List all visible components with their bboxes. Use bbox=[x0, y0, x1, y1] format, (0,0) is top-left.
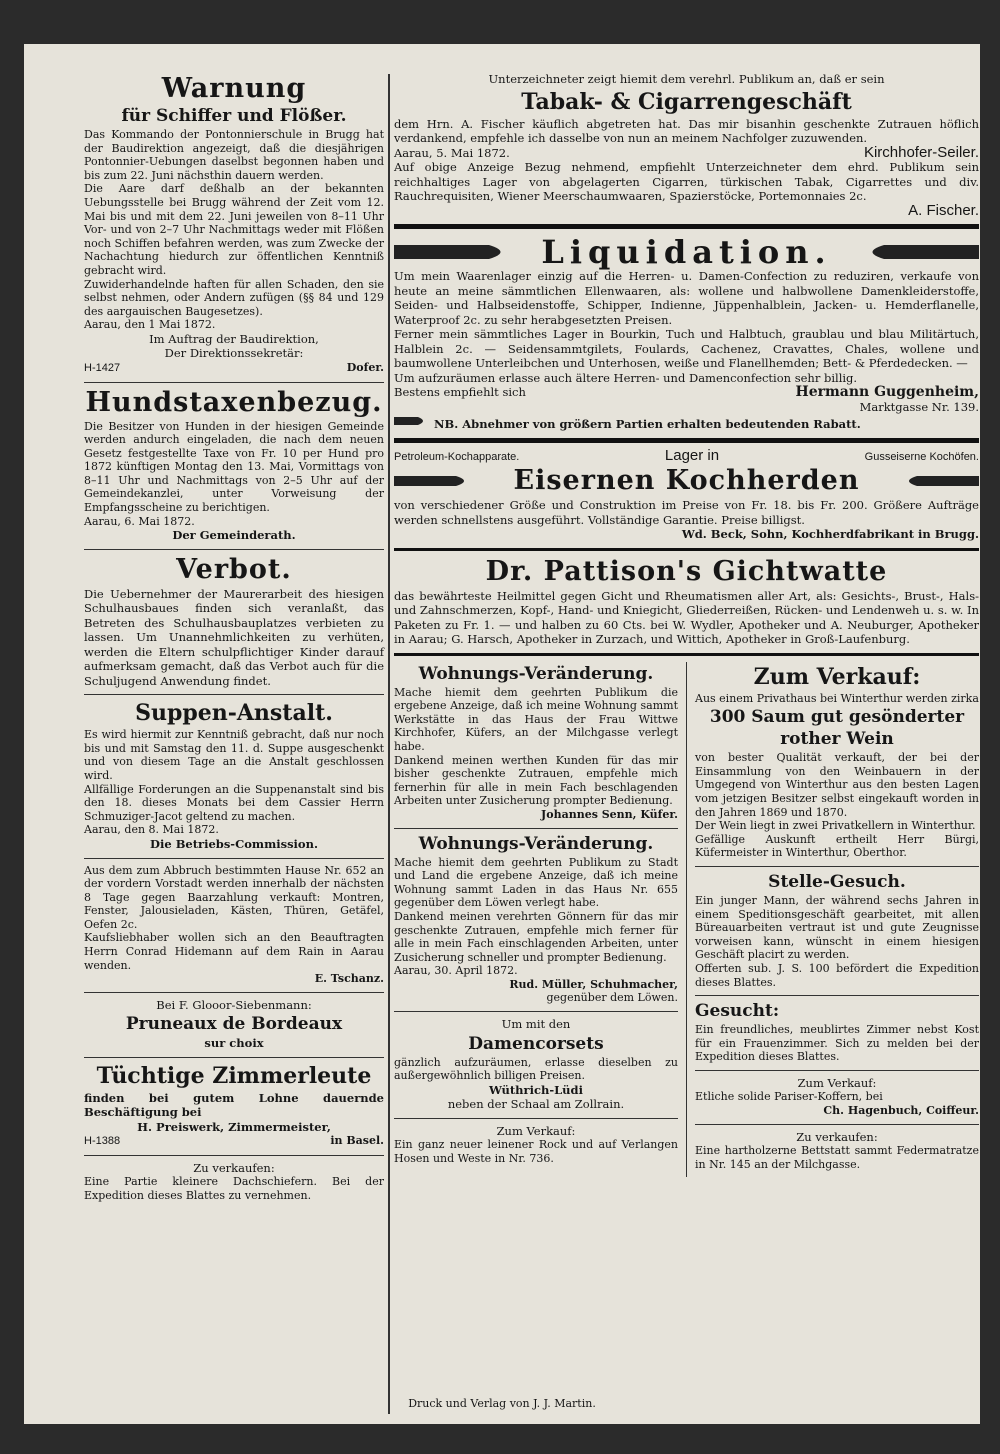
ad-kochherde bbox=[394, 446, 979, 542]
ad-text: Ein freundliches, meublirtes Zimmer nebst Kost für ein Frauenzimmer. Sich zu melden bei der Expedition dieses Blattes. bbox=[695, 1023, 979, 1064]
ad-sign: Johannes Senn, Küfer. bbox=[541, 807, 678, 821]
ad-text: Zuwiderhandelnde haften für allen Schaden, den sie selbst nehmen, oder Andern zufügen (§§ 84 und 129 des aargauischen Baugesetzes). bbox=[84, 277, 384, 318]
ad-abbruch bbox=[84, 864, 384, 986]
divider bbox=[695, 995, 979, 996]
ad-text: Die Aare darf deßhalb an der bekannten Uebungsstelle bei Brugg während der Zeit vom 12. Mai bis und mit dem 22. Juni jeweilen von 8–11 Uhr Vor- und von 2–7 Uhr Nachmittags weder mit Flößen noch Schiffen befahren werden, was zum Zwecke der Nachachtung hiedurch zur öffentlichen Kenntniß gebracht wird. bbox=[84, 182, 384, 277]
sub-column-left bbox=[394, 662, 678, 1178]
ad-title: Stelle-Gesuch. bbox=[768, 871, 906, 892]
ad-text: Lager in bbox=[664, 446, 720, 464]
ad-title: Zum Verkauf: bbox=[797, 1075, 877, 1090]
divider bbox=[84, 858, 384, 859]
pointing-hand-right-icon bbox=[394, 237, 514, 267]
ad-text: Dankend meinen verehrten Gönnern für das mir geschenkte Zutrauen, empfehle mich ferner für alle in mein Fach einschlagenden Arbeiten, unter Zusicherung schneller und prompter Bedienung. bbox=[394, 909, 678, 964]
divider bbox=[84, 549, 384, 550]
imprint-footer: Druck und Verlag von J. J. Martin. bbox=[408, 1397, 596, 1410]
ad-koffern bbox=[695, 1076, 979, 1118]
ad-sign: Wd. Beck, Sohn, Kochherdfabrikant in Brugg. bbox=[681, 527, 979, 542]
ad-date: Aarau, den 1 Mai 1872. bbox=[84, 318, 216, 332]
ad-corsets bbox=[394, 1017, 678, 1112]
ad-text: Mache hiemit dem geehrten Publikum die ergebene Anzeige, daß ich meine Wohnung sammt Werkstätte in das Haus der Frau Wittwe Kirchhofer, Küfers, an der Milchgasse verlegt habe. bbox=[394, 685, 678, 753]
ad-address: neben der Schaal am Zollrain. bbox=[447, 1097, 625, 1112]
divider bbox=[84, 382, 384, 383]
ad-text: Offerten sub. J. S. 100 befördert die Expedition dieses Blattes. bbox=[695, 961, 979, 989]
ad-sign: Kirchhofer-Seiler. bbox=[863, 143, 979, 161]
ad-subtitle: sur choix bbox=[204, 1036, 264, 1051]
ad-headline: 300 Saum gut gesönderter bbox=[709, 707, 965, 728]
divider bbox=[695, 866, 979, 867]
ad-sign: Rud. Müller, Schuhmacher, bbox=[509, 977, 678, 991]
ad-sign: Der Direktionssekretär: bbox=[164, 346, 304, 361]
ad-dachschiefern bbox=[84, 1161, 384, 1203]
ad-text: Auf obige Anzeige Bezug nehmend, empfiehlt Unterzeichneter dem ehrd. Publikum sein reichhaltiges Lager von abgelagerten Cigarren, türkischen Tabak, Cigarrettes und div. Rauchrequisiten, Wiener Meerschaumwaaren, Spazierstöcke, Portemonnaies 2c. bbox=[394, 160, 979, 203]
ad-title: Liquidation. bbox=[541, 233, 832, 271]
pointing-hand-small-icon bbox=[394, 414, 428, 428]
ad-text: Eine hartholzerne Bettstatt sammt Federmatratze in Nr. 145 an der Milchgasse. bbox=[695, 1144, 979, 1171]
divider bbox=[394, 653, 979, 656]
pointing-hand-left-icon bbox=[899, 470, 979, 492]
ad-date: Aarau, den 8. Mai 1872. bbox=[84, 823, 219, 837]
ad-text: Ein junger Mann, der während sechs Jahren in einem Speditionsgeschäft gearbeitet, mit allen Büreauarbeiten vertraut ist und gute Zeugnisse vorweisen kann, wünscht in einem hiesigen Geschäft placirt zu werden. bbox=[695, 893, 979, 962]
ad-liquidation bbox=[394, 235, 979, 432]
right-column bbox=[394, 72, 979, 1177]
ad-text: Allfällige Forderungen an die Suppenanstalt sind bis den 18. dieses Monats bei dem Cassier Herrn Schmuziger-Jacot geltend zu machen. bbox=[84, 782, 384, 823]
ad-title: Wohnungs-Veränderung. bbox=[418, 833, 654, 854]
pointing-hand-left-icon bbox=[859, 237, 979, 267]
left-column bbox=[84, 72, 384, 1209]
ad-wein bbox=[695, 664, 979, 860]
ad-gesucht bbox=[695, 1001, 979, 1064]
ad-text: von verschiedener Größe und Construktion im Preise von Fr. 18. bis Fr. 200. Größere Aufträge werden schnellstens ausgeführt. Vollständige Garantie. Preise billigst. bbox=[394, 498, 979, 527]
ad-title: Zu verkaufen: bbox=[796, 1129, 878, 1144]
ad-text: gänzlich aufzuräumen, erlasse dieselben zu außergewöhnlich billigen Preisen. bbox=[394, 1055, 678, 1083]
ad-text: von bester Qualität verkauft, der bei der Einsammlung von den Weinbauern in der Umgegend von Winterthur aus den besten Lagen vom jetzigen Besitzer selbst eingekauft worden in den Jahren 1869 und 1870. bbox=[695, 751, 979, 819]
ad-address: Marktgasse Nr. 139. bbox=[859, 399, 979, 414]
divider bbox=[394, 1118, 678, 1119]
ad-place: in Basel. bbox=[330, 1134, 384, 1148]
ad-title: Damencorsets bbox=[468, 1033, 604, 1054]
ad-text: Ein ganz neuer leinener Rock und auf Verlangen Hosen und Weste in Nr. 736. bbox=[394, 1138, 678, 1165]
ad-sign: Ch. Hagenbuch, Coiffeur. bbox=[823, 1103, 979, 1117]
ad-text: Ferner mein sämmtliches Lager in Bourkin, Tuch und Halbtuch, graublau und blau Militärtuch, Halblein 2c. — Seidensammtgilets, Foulards, Cachenez, Cravattes, Chales, wollene und baumwollene Unterleibchen und Unterhosen, weiße und Flanellhemden; Bett- & Pferdedecken. — bbox=[394, 327, 979, 370]
ad-wohnung-mueller bbox=[394, 834, 678, 1006]
ad-text: Um mit den bbox=[501, 1017, 571, 1032]
divider bbox=[394, 548, 979, 551]
ad-title: Pruneaux de Bordeaux bbox=[125, 1014, 343, 1035]
ad-text: Bestens empfiehlt sich bbox=[394, 385, 526, 399]
ad-text: Das Kommando der Pontonnierschule in Brugg hat der Baudirektion angezeigt, daß die diesjährigen Pontonnier-Uebungen daselbst begonnen haben und bis zum 22. Juni nächsthin dauern werden. bbox=[84, 128, 384, 182]
ad-warnung bbox=[84, 74, 384, 376]
newspaper-page bbox=[24, 44, 980, 1424]
ad-title: Dr. Pattison's Gichtwatte bbox=[485, 555, 888, 587]
ad-text: Gusseiserne Kochöfen. bbox=[864, 450, 979, 463]
ad-title: Zum Verkauf: bbox=[496, 1123, 576, 1138]
ad-title: Zum Verkauf: bbox=[753, 663, 921, 690]
ad-text: das bewährteste Heilmittel gegen Gicht und Rheumatismen aller Art, als: Gesichts-, Brust-, Hals- und Zahnschmerzen, Kopf-, Hand- und Kniegicht, Gliederreißen, Rücken- und Lendenweh u. s. w. In Paketen zu Fr. 1. — und halben zu 60 Cts. bei W. Wydler, Apotheker und A. Neuburger, Apotheker in Aarau; G. Harsch, Apotheker in Zurzach, und Wittich, Apotheker in Groß-Laufenburg. bbox=[394, 588, 979, 647]
ad-date: Aarau, 5. Mai 1872. bbox=[394, 145, 510, 160]
ad-sign: Der Gemeinderath. bbox=[172, 528, 296, 543]
ad-text: Der Wein liegt in zwei Privatkellern in Winterthur. bbox=[695, 819, 976, 833]
divider bbox=[84, 992, 384, 993]
ad-pruneaux bbox=[84, 998, 384, 1051]
ad-title: Zu verkaufen: bbox=[193, 1160, 275, 1175]
ad-sign: E. Tschanz. bbox=[314, 972, 384, 986]
ad-text: Aus dem zum Abbruch bestimmten Hause Nr. 652 an der vordern Vorstadt werden innerhalb der nächsten 8 Tage gegen Baarzahlung verkauft: Montren, Fenster, Jalousieladen, Kästen, Thüren, Getäfel, Oefen 2c. bbox=[84, 863, 384, 931]
ad-text: Bei F. Glooor-Siebenmann: bbox=[156, 997, 312, 1012]
divider bbox=[695, 1124, 979, 1125]
ad-bettstatt bbox=[695, 1130, 979, 1172]
ad-title: Wohnungs-Veränderung. bbox=[418, 663, 654, 684]
ad-title: Verbot. bbox=[176, 553, 292, 585]
ad-text: Die Besitzer von Hunden in der hiesigen Gemeinde werden andurch eingeladen, die nach dem neuen Gesetz festgestellte Taxe von Fr. 10 per Hund pro 1872 künftigen Montag den 13. Mai, Vormittags von 8–11 Uhr und Nachmittags von 2–5 Uhr auf der Gemeindekanzlei, unter Vorweisung der Empfangsscheine zu berichtigen. bbox=[84, 419, 384, 515]
ad-text: Um aufzuräumen erlasse auch ältere Herren- und Damenconfection sehr billig. bbox=[394, 370, 858, 385]
pointing-hand-right-icon bbox=[394, 470, 474, 492]
ad-text: Kaufsliebhaber wollen sich an den Beauftragten Herrn Conrad Hidemann auf dem Rain in Aarau wenden. bbox=[84, 931, 384, 972]
ad-title: Warnung bbox=[161, 73, 307, 104]
divider bbox=[84, 1155, 384, 1156]
ad-text: Eine Partie kleinere Dachschiefern. Bei der Expedition dieses Blattes zu vernehmen. bbox=[84, 1175, 384, 1203]
ad-note: NB. Abnehmer von größern Partien erhalten bedeutenden Rabatt. bbox=[434, 417, 861, 431]
ad-zimmerleute bbox=[84, 1063, 384, 1149]
ad-text: Mache hiemit dem geehrten Publikum zu Stadt und Land die ergebene Anzeige, daß ich meine Wohnung sammt Laden in das Haus Nr. 655 gegenüber dem Löwen verlegt habe. bbox=[394, 855, 678, 910]
ad-pattison bbox=[394, 557, 979, 647]
ad-title: Suppen-Anstalt. bbox=[135, 700, 333, 727]
ad-suppen bbox=[84, 700, 384, 851]
ad-text: dem Hrn. A. Fischer käuflich abgetreten hat. Das mir bisanhin geschenkte Zutrauen höflich verdankend, empfehle ich dasselbe von nun an meinem Nachfolger zuzuwenden. bbox=[394, 116, 979, 145]
ad-verbot bbox=[84, 555, 384, 689]
ad-subtitle: für Schiffer und Flößer. bbox=[121, 106, 347, 126]
divider bbox=[394, 438, 979, 443]
ad-text: Unterzeichneter zeigt hiemit dem verehrl. Publikum an, daß er sein bbox=[488, 72, 885, 86]
ad-sign: H. Preiswerk, Zimmermeister, bbox=[137, 1119, 331, 1134]
split-section bbox=[394, 662, 979, 1178]
ad-sign: Im Auftrag der Baudirektion, bbox=[149, 331, 319, 346]
column-divider bbox=[388, 74, 390, 1414]
ad-date: Aarau, 6. Mai 1872. bbox=[84, 514, 195, 528]
ad-title: Tüchtige Zimmerleute bbox=[96, 1062, 372, 1089]
ad-title: Tabak- & Cigarrengeschäft bbox=[521, 88, 852, 115]
ad-code: H-1388 bbox=[84, 1135, 121, 1148]
ad-text: Aus einem Privathaus bei Winterthur werden zirka bbox=[695, 691, 979, 705]
ad-address: gegenüber dem Löwen. bbox=[546, 991, 678, 1005]
ad-sign: Die Betriebs-Commission. bbox=[150, 837, 318, 851]
divider bbox=[695, 1070, 979, 1071]
ad-hundstaxe bbox=[84, 388, 384, 543]
ad-title: Hundstaxenbezug. bbox=[85, 386, 383, 418]
ad-text: Gefällige Auskunft ertheilt Herr Bürgi, Küfermeister in Winterthur, Oberthor. bbox=[695, 832, 979, 860]
ad-headline: rother Wein bbox=[780, 729, 894, 750]
ad-title: Gesucht: bbox=[695, 1001, 780, 1022]
divider bbox=[394, 1011, 678, 1012]
sub-column-right bbox=[686, 662, 979, 1178]
ad-stelle bbox=[695, 872, 979, 989]
ad-wohnung-senn bbox=[394, 664, 678, 822]
ad-code: H-1427 bbox=[84, 361, 121, 374]
divider bbox=[394, 224, 979, 229]
ad-text: Die Uebernehmer der Maurerarbeit des hiesigen Schulhausbaues finden sich veranlaßt, das Betreten des Schulhausbauplatzes verbieten zu lassen. Um Unannehmlichkeiten zu verhüten, werden die Eltern schulpflichtiger Kinder darauf aufmerksam gemacht, daß das Verbot auch für die Schuljugend Anwendung findet. bbox=[84, 586, 384, 688]
ad-tabak bbox=[394, 72, 979, 218]
ad-sign: Wüthrich-Lüdi bbox=[489, 1082, 583, 1097]
ad-text: Um mein Waarenlager einzig auf die Herren- u. Damen-Confection zu reduziren, verkaufe von heute an meine sämmtlichen Ellenwaaren, als: wollene und halbwollene Damenkleiderstoffe, Seiden- und Halbseidenstoffe, Schipper, Indienne, Jüppenhalblein, Jacken- u. Hemderflanelle, Waterproof 2c. zu sehr herabgesetzten Preisen. bbox=[394, 269, 979, 327]
ad-sign: A. Fischer. bbox=[908, 201, 979, 219]
ad-date: Aarau, 30. April 1872. bbox=[394, 964, 518, 978]
ad-sign: Hermann Guggenheim, bbox=[795, 384, 979, 400]
ad-signer: Dofer. bbox=[346, 360, 384, 374]
ad-text: Dankend meinen werthen Kunden für das mir bisher geschenkte Zutrauen, empfehle mich fernerhin für alle in mein Fach beschlagenden Arbeiten unter Zusicherung prompter Bedienung. bbox=[394, 753, 678, 808]
ad-text: Es wird hiermit zur Kenntniß gebracht, daß nur noch bis und mit Samstag den 11. d. Suppe ausgeschenkt und von diesem Tage an die Anstalt geschlossen wird. bbox=[84, 728, 384, 783]
ad-text: Etliche solide Pariser-Koffern, bei bbox=[695, 1090, 883, 1104]
divider bbox=[84, 1057, 384, 1058]
ad-text: finden bei gutem Lohne dauernde Beschäftigung bei bbox=[84, 1090, 384, 1120]
divider bbox=[394, 828, 678, 829]
divider bbox=[84, 694, 384, 695]
ad-text: Petroleum-Kochapparate. bbox=[394, 450, 520, 463]
ad-title: Eisernen Kochherden bbox=[513, 465, 860, 497]
ad-rock bbox=[394, 1124, 678, 1166]
